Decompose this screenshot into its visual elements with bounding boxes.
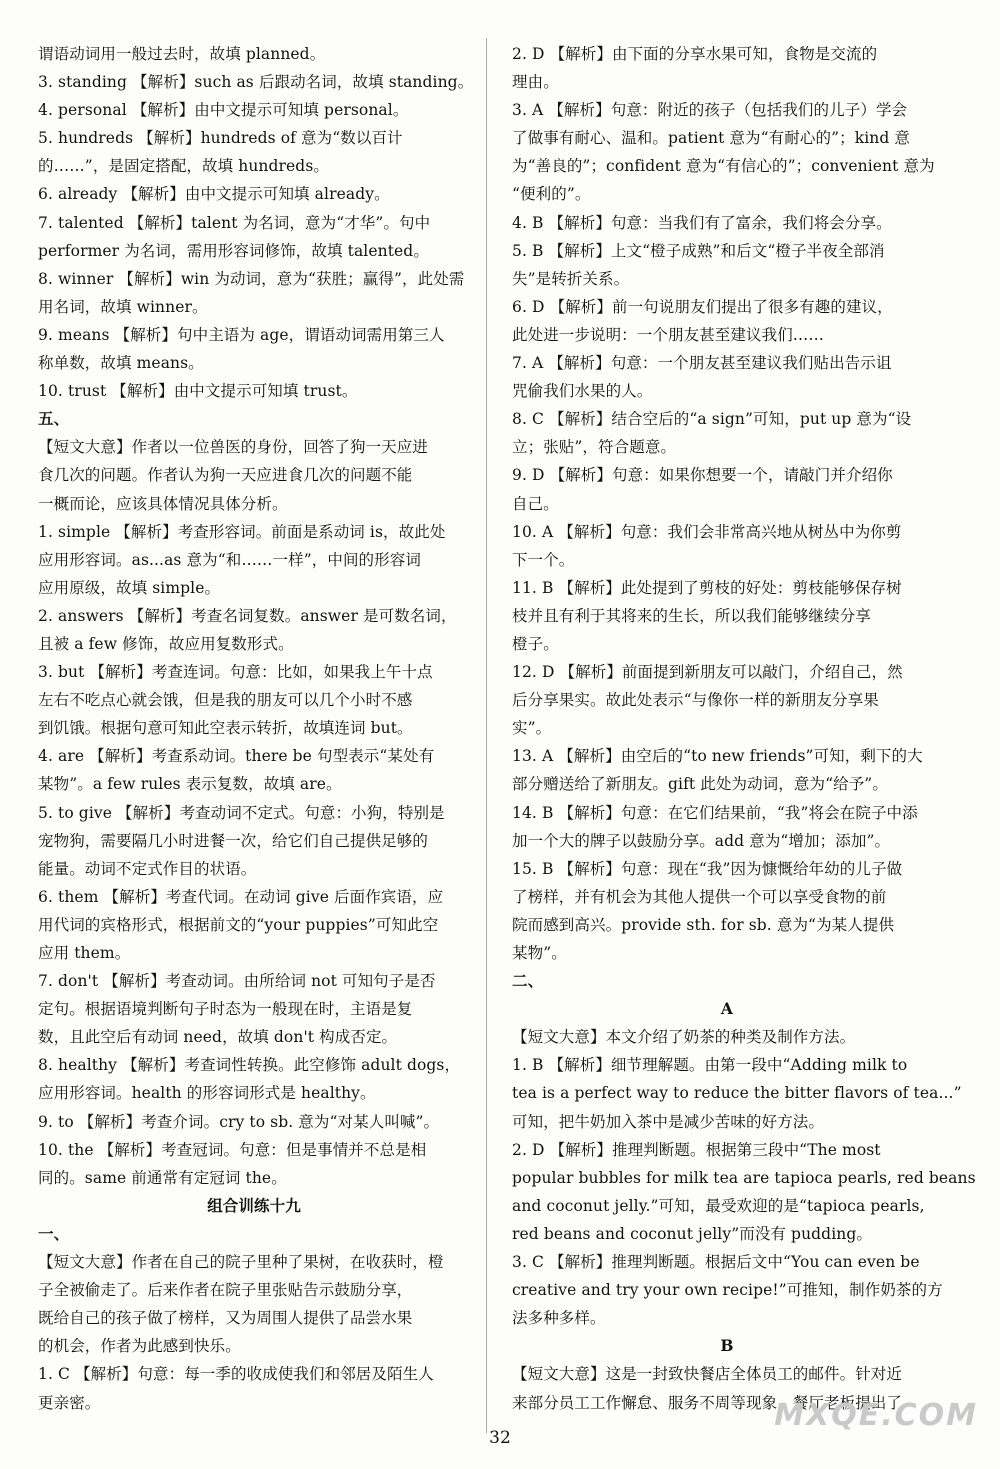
text-line: 7. talented 【解析】talent 为名词，意为“才华”。句中 [38,213,431,232]
text-line: 11. B 【解析】此处提到了剪枝的好处：剪枝能够保存树 [512,578,902,597]
text-line: 数，且此空后有动词 need，故填 don't 构成否定。 [38,1028,398,1047]
text-line: 3. standing 【解析】such as 后跟动名词，故填 standing。 [38,73,474,92]
text-line: 4. B 【解析】句意：当我们有了富余，我们将会分享。 [512,213,892,232]
text-line: 理由。 [512,73,559,92]
text-line: 了榜样，并有机会为其他人提供一个可以享受食物的前 [512,887,887,906]
text-line: 组合训练十九 [207,1195,301,1215]
text-line: 法多种多样。 [512,1309,606,1328]
text-line: 1. C 【解析】句意：每一季的收成使我们和邻居及陌生人 [38,1365,434,1384]
text-line: 院而感到高兴。provide sth. for sb. 意为“为某人提供 [512,915,895,934]
text-line: 9. D 【解析】句意：如果你想要一个，请敲门并介绍你 [512,466,893,485]
text-line: performer 为名词，需用形容词修饰，故填 talented。 [38,241,429,260]
text-line: 【短文大意】作者在自己的院子里种了果树，在收获时，橙 [38,1253,444,1272]
text-line: creative and try your own recipe!”可推知，制作奶茶的方 [512,1281,943,1300]
text-line: 【短文大意】本文介绍了奶茶的种类及制作方法。 [512,1028,856,1047]
text-line: 应用 them。 [38,944,131,962]
text-line: 后分享果实。故此处表示“与像你一样的新朋友分享果 [512,691,879,710]
text-line: 左右不吃点心就会饿，但是我的朋友可以几个小时不感 [38,691,413,710]
text-line: 14. B 【解析】句意：在它们结果前，“我”将会在院子中添 [512,803,918,822]
text-line: 6. them 【解析】考查代词。在动词 give 后面作宾语，应 [38,887,444,906]
text-line: 既给自己的孩子做了榜样，又为周围人提供了品尝水果 [38,1309,413,1328]
text-line: 2. answers 【解析】考查名词复数。answer 是可数名词， [38,606,457,625]
text-line: 可知，把牛奶加入茶中是减少苦味的好方法。 [512,1112,825,1131]
text-line: 6. D 【解析】前一句说朋友们提出了很多有趣的建议， [512,297,893,316]
text-line: 7. don't 【解析】考查动词。由所给词 not 可知句子是否 [38,972,436,991]
left-column [38,40,474,1417]
text-line: 8. healthy 【解析】考查词性转换。此空修饰 adult dogs， [38,1056,461,1075]
text-line: 8. C 【解析】结合空后的“a sign”可知，put up 意为“设 [512,410,912,429]
text-line: 来部分员工工作懈怠、服务不周等现象，餐厅老板提出了 [512,1393,903,1412]
text-line: 同的。same 前通常有定冠词 the。 [38,1168,287,1187]
text-line: 称单数，故填 means。 [38,354,204,373]
text-line: 食几次的问题。作者认为狗一天应进食几次的问题不能 [38,466,413,485]
text-line: 5. B 【解析】上文“橙子成熟”和后文“橙子半夜全部消 [512,241,885,260]
text-line: 应用形容词。health 的形容词形式是 healthy。 [38,1084,376,1103]
text-line: 3. A 【解析】句意：附近的孩子（包括我们的儿子）学会 [512,101,908,120]
text-line: 6. already 【解析】由中文提示可知填 already。 [38,185,390,204]
text-line: 4. personal 【解析】由中文提示可知填 personal。 [38,101,409,120]
text-line: 5. hundreds 【解析】hundreds of 意为“数以百计 [38,129,403,148]
text-line: 10. trust 【解析】由中文提示可知填 trust。 [38,382,358,401]
text-line: 【短文大意】作者以一位兽医的身份，回答了狗一天应进 [38,438,429,457]
text-line: 某物”。 [512,944,567,962]
text-line: popular bubbles for milk tea are tapioca pearls, red beans [512,1168,976,1187]
text-line: 咒偷我们水果的人。 [512,382,653,401]
text-line: 3. but 【解析】考查连词。句意：比如，如果我上午十点 [38,663,433,682]
text-line: 宠物狗，需要隔几小时进餐一次，给它们自己提供足够的 [38,831,429,850]
text-line: 自己。 [512,494,559,513]
text-line: 9. to 【解析】考查介词。cry to sb. 意为“对某人叫喊”。 [38,1112,440,1131]
text-line: 12. D 【解析】前面提到新朋友可以敲门，介绍自己，然 [512,663,903,682]
text-line: 谓语动词用一般过去时，故填 planned。 [38,45,326,63]
text-line: 用名词，故填 winner。 [38,297,208,316]
text-line: 定句。根据语境判断句子时态为一般现在时，主语是复 [38,1000,413,1019]
text-line: “便利的”。 [512,185,591,204]
text-line: 5. to give 【解析】考查动词不定式。句意：小狗，特别是 [38,803,445,822]
text-line: 五、 [38,409,70,429]
text-line: 【短文大意】这是一封致快餐店全体员工的邮件。针对近 [512,1365,903,1384]
text-line: 2. D 【解析】推理判断题。根据第三段中“The most [512,1140,881,1159]
text-line: red beans and coconut jelly”而没有 pudding。 [512,1224,872,1243]
page-number: 32 [489,1428,511,1448]
text-line: 15. B 【解析】句意：现在“我”因为慷慨给年幼的儿子做 [512,859,903,878]
text-line: 下一个。 [512,550,575,569]
text-line: 实”。 [512,719,552,738]
text-line: 1. simple 【解析】考查形容词。前面是系动词 is，故此处 [38,522,446,541]
text-line: 10. the 【解析】考查冠词。句意：但是事情并不总是相 [38,1140,427,1159]
watermark-logo: MXQE.COM [774,1398,978,1433]
text-line: B [720,1336,734,1356]
text-line: 8. winner 【解析】win 为动词，意为“获胜；赢得”，此处需 [38,269,465,288]
text-line: 的……”，是固定搭配，故填 hundreds。 [38,157,329,176]
text-line: 部分赠送给了新朋友。gift 此处为动词，意为“给予”。 [512,775,888,794]
text-line: 3. C 【解析】推理判断题。根据后文中“You can even be [512,1253,920,1272]
text-line: 某物”。a few rules 表示复数，故填 are。 [38,775,342,794]
text-line: 4. are 【解析】考查系动词。there be 句型表示“某处有 [38,747,435,766]
text-line: 立；张贴”，符合题意。 [512,438,677,457]
text-line: 应用形容词。as...as 意为“和……一样”，中间的形容词 [38,550,421,569]
text-line: 二、 [512,971,544,991]
text-line: 一概而论，应该具体情况具体分析。 [38,494,288,513]
text-line: 2. D 【解析】由下面的分享水果可知，食物是交流的 [512,45,878,63]
text-line: 的机会，作者为此感到快乐。 [38,1337,241,1356]
text-line: 橙子。 [512,634,559,653]
text-line: 13. A 【解析】由空后的“to new friends”可知，剩下的大 [512,747,923,766]
text-line: 应用原级，故填 simple。 [38,578,221,597]
text-line: 了做事有耐心、温和。patient 意为“有耐心的”；kind 意 [512,129,910,148]
text-line: 为“善良的”；confident 意为“有信心的”；convenient 意为 [512,157,935,176]
text-line: 9. means 【解析】句中主语为 age，谓语动词需用第三人 [38,325,445,344]
text-line: 用代词的宾格形式，根据前文的“your puppies”可知此空 [38,915,439,934]
text-line: 此处进一步说明：一个朋友甚至建议我们…… [512,325,825,344]
text-line: A [720,999,734,1019]
text-line: 1. B 【解析】细节理解题。由第一段中“Adding milk to [512,1056,908,1075]
text-line: and coconut jelly.”可知，最受欢迎的是“tapioca pearls, [512,1196,925,1215]
text-line: 10. A 【解析】句意：我们会非常高兴地从树丛中为你剪 [512,522,902,541]
text-line: tea is a perfect way to reduce the bitter flavors of tea...” [512,1084,962,1103]
text-line: 枝并且有利于其将来的生长，所以我们能够继续分享 [512,606,871,625]
text-line: 加一个大的牌子以鼓励分享。add 意为“增加；添加”。 [512,831,891,850]
text-line: 且被 a few 修饰，故应用复数形式。 [38,634,294,653]
text-line: 更亲密。 [38,1393,101,1412]
text-line: 子全被偷走了。后来作者在院子里张贴告示鼓励分享， [38,1281,413,1300]
text-line: 失”是转折关系。 [512,269,630,288]
column-divider [486,38,487,1433]
text-line: 到饥饿。根据句意可知此空表示转折，故填连词 but。 [38,719,413,738]
text-line: 能量。动词不定式作目的状语。 [38,859,257,878]
text-line: 一、 [38,1223,70,1243]
text-line: 7. A 【解析】句意：一个朋友甚至建议我们贴出告示诅 [512,354,892,373]
